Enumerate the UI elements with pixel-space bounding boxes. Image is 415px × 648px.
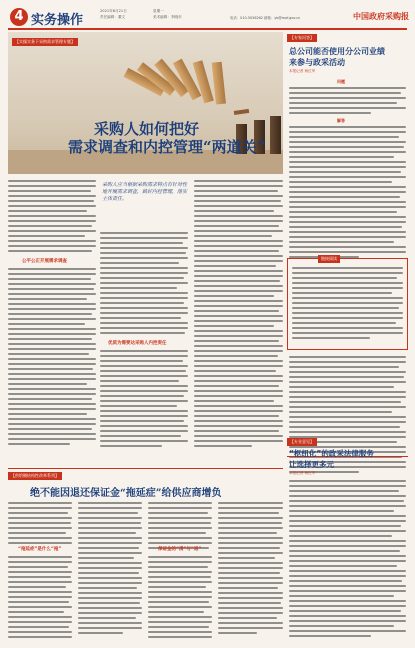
qa-byline: 本报记者 杨红军 (289, 69, 316, 73)
hero-image (8, 32, 283, 174)
main-column-tag: 【实操实务下采购需求管理专题】 (12, 38, 78, 46)
main-col1-b (8, 268, 96, 448)
section-number: 4 (14, 9, 24, 24)
main-headline-line2: 需求调查和内控管理“两道关” (68, 138, 266, 156)
qa-answer-text (289, 126, 406, 261)
bottom-col4 (218, 502, 283, 637)
link-box-label: 链接阅读 (318, 255, 340, 263)
bottom-col2 (78, 502, 142, 637)
masthead (8, 6, 408, 32)
link-box-text (292, 267, 403, 342)
paper-name: 中国政府采购报 (353, 11, 409, 21)
qa-answer-label: 解答 (337, 118, 345, 123)
qa-question-label: 问题 (337, 79, 345, 84)
issue-date: 2021年6月21日 (100, 9, 127, 13)
main-col3 (194, 180, 283, 450)
bottom-subhead2: 保证金的“清”与“退” (158, 547, 202, 552)
main-headline-line1: 采购人如何把好 (94, 120, 200, 138)
rb-headline-line1: “枢纽化”的政采法律服务 (289, 449, 374, 458)
qa-question-text (289, 87, 406, 117)
right-bottom-article (287, 439, 408, 644)
art-editor: 美术编辑：李晓东 (153, 15, 182, 19)
link-box (287, 258, 408, 350)
bottom-subhead1: “拖延症”是什么“拖” (18, 547, 62, 552)
bottom-column-tag: 【供给侧结构性改革系列】 (8, 472, 62, 480)
masthead-rule (8, 28, 407, 30)
bottom-col1-b (8, 556, 72, 641)
main-col2-b (100, 350, 188, 450)
main-col2 (100, 232, 188, 337)
contact-line: 电话：010-5036262 邮箱：yb@mof.gov.cn (230, 16, 301, 20)
main-col1 (8, 180, 96, 255)
qa-headline-line2: 来参与政采活动 (289, 58, 345, 67)
section-title: 实务操作 (31, 13, 84, 28)
rb-byline: 本报记者 杨红军 (289, 471, 316, 475)
bottom-col3-b (148, 556, 212, 641)
qa-column-tag: 【专家问答】 (287, 34, 317, 42)
main-subhead1: 公平公正开展需求调查 (22, 259, 67, 264)
main-subhead2: 优质为需要达采购人内控责任 (108, 341, 167, 346)
bottom-col3 (148, 502, 212, 552)
bottom-rule (8, 468, 283, 469)
bottom-article (8, 468, 283, 644)
rb-text (289, 480, 406, 640)
main-article-body (8, 180, 283, 465)
weekday: 星期一 (153, 9, 164, 13)
issue-date-line2: 责任编辑：董文 (100, 15, 126, 19)
bottom-headline: 绝不能因退还保证金“拖延症”给供应商增负 (30, 488, 222, 499)
rb-headline-line2: 让选择更多元 (289, 460, 334, 469)
qa-headline-line1: 总公司能否使用分公司业绩 (289, 47, 385, 56)
lead-quote-text: 采购人应当根据采购需求特点有针对性地开展需求调查，做好内控管理，落实主体责任。 (102, 182, 188, 203)
rb-column-tag: 【专业意见】 (287, 438, 317, 446)
lead-quote (102, 182, 188, 204)
bottom-col1 (8, 502, 72, 547)
right-column (287, 32, 408, 452)
